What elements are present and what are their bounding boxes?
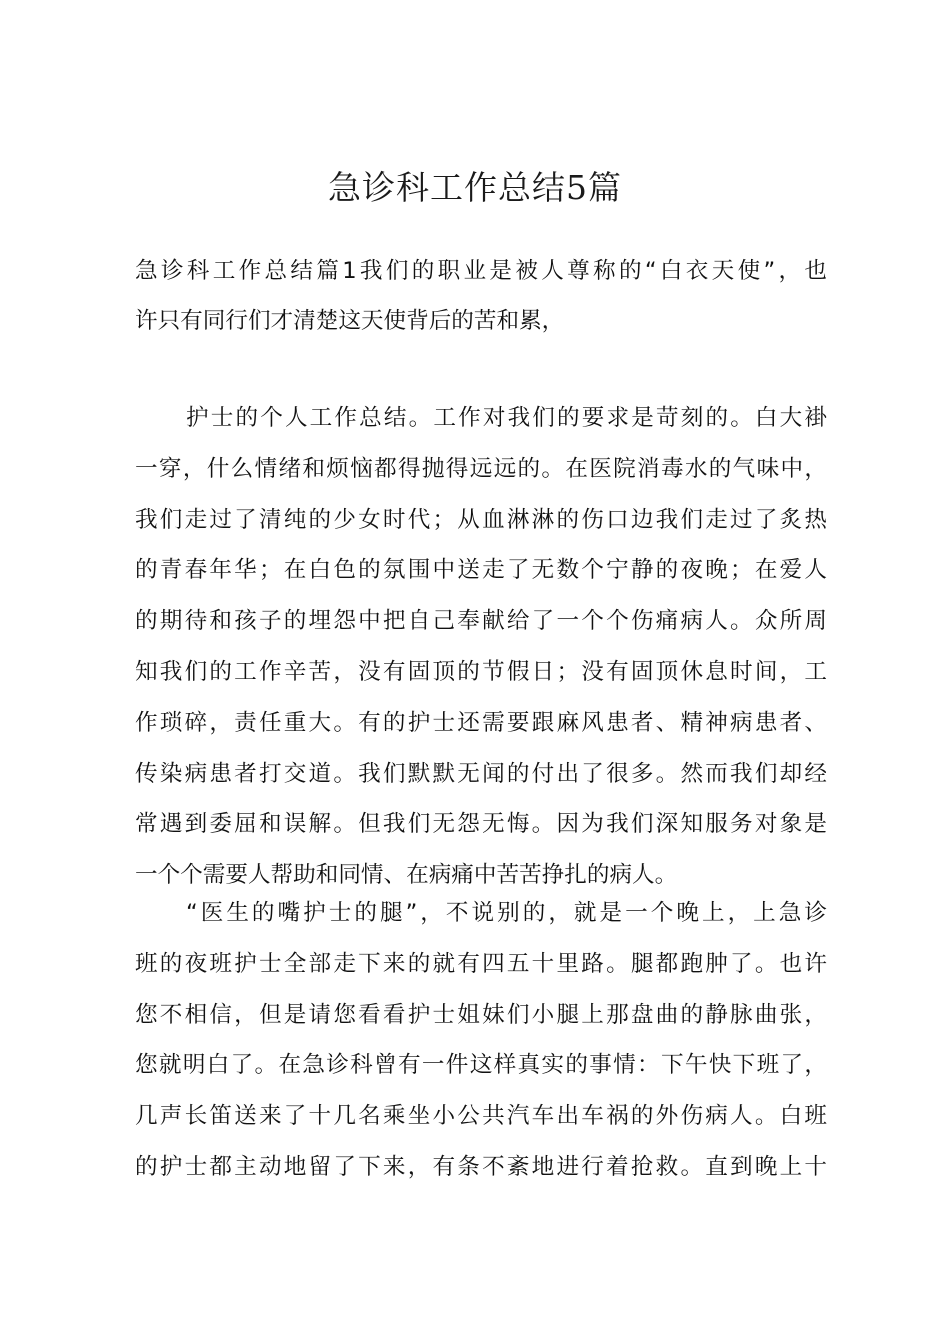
text-line: 我们走过了清纯的少女时代；从血淋淋的伤口边我们走过了炙热 (135, 506, 827, 533)
text-line: 作琐碎，责任重大。有的护士还需要跟麻风患者、精神病患者、 (135, 709, 827, 736)
text-line: 传染病患者打交道。我们默默无闻的付出了很多。然而我们却经 (135, 760, 827, 787)
intro-paragraph (135, 246, 827, 346)
text-line: 常遇到委屈和误解。但我们无怨无悔。因为我们深知服务对象是 (135, 811, 827, 838)
paragraph-doctor-nurse (135, 888, 827, 1193)
text-line: 一个个需要人帮助和同情、在病痛中苦苦挣扎的病人。 (135, 862, 678, 889)
text-line: 的护士都主动地留了下来，有条不紊地进行着抢救。直到晚上十 (135, 1153, 827, 1180)
text-line: 的期待和孩子的埋怨中把自己奉献给了一个个伤痛病人。众所周 (135, 608, 827, 635)
text-line: 几声长笛送来了十几名乘坐小公共汽车出车祸的外伤病人。白班 (135, 1103, 827, 1130)
text-line: 护士的个人工作总结。工作对我们的要求是苛刻的。白大褂 (186, 405, 827, 431)
text-line: 您不相信，但是请您看看护士姐妹们小腿上那盘曲的静脉曲张， (135, 1001, 827, 1028)
text-line: “医生的嘴护士的腿”，不说别的，就是一个晚上，上急诊 (186, 900, 827, 926)
text-line: 一穿，什么情绪和烦恼都得抛得远远的。在医院消毒水的气味中， (135, 455, 827, 482)
text-line: 知我们的工作辛苦，没有固顶的节假日；没有固顶休息时间，工 (135, 658, 827, 685)
text-line: 您就明白了。在急诊科曾有一件这样真实的事情：下午快下班了， (135, 1052, 827, 1079)
text-line: 的青春年华；在白色的氛围中送走了无数个宁静的夜晚；在爱人 (135, 557, 827, 584)
text-line: 急诊科工作总结篇1我们的职业是被人尊称的“白衣天使”，也 (135, 258, 827, 284)
text-line: 许只有同行们才清楚这天使背后的苦和累， (135, 308, 565, 334)
text-line: 班的夜班护士全部走下来的就有四五十里路。腿都跑肿了。也许 (135, 950, 827, 977)
paragraph-nurse-work (135, 393, 827, 901)
document-title: 急诊科工作总结5篇 (328, 168, 622, 207)
